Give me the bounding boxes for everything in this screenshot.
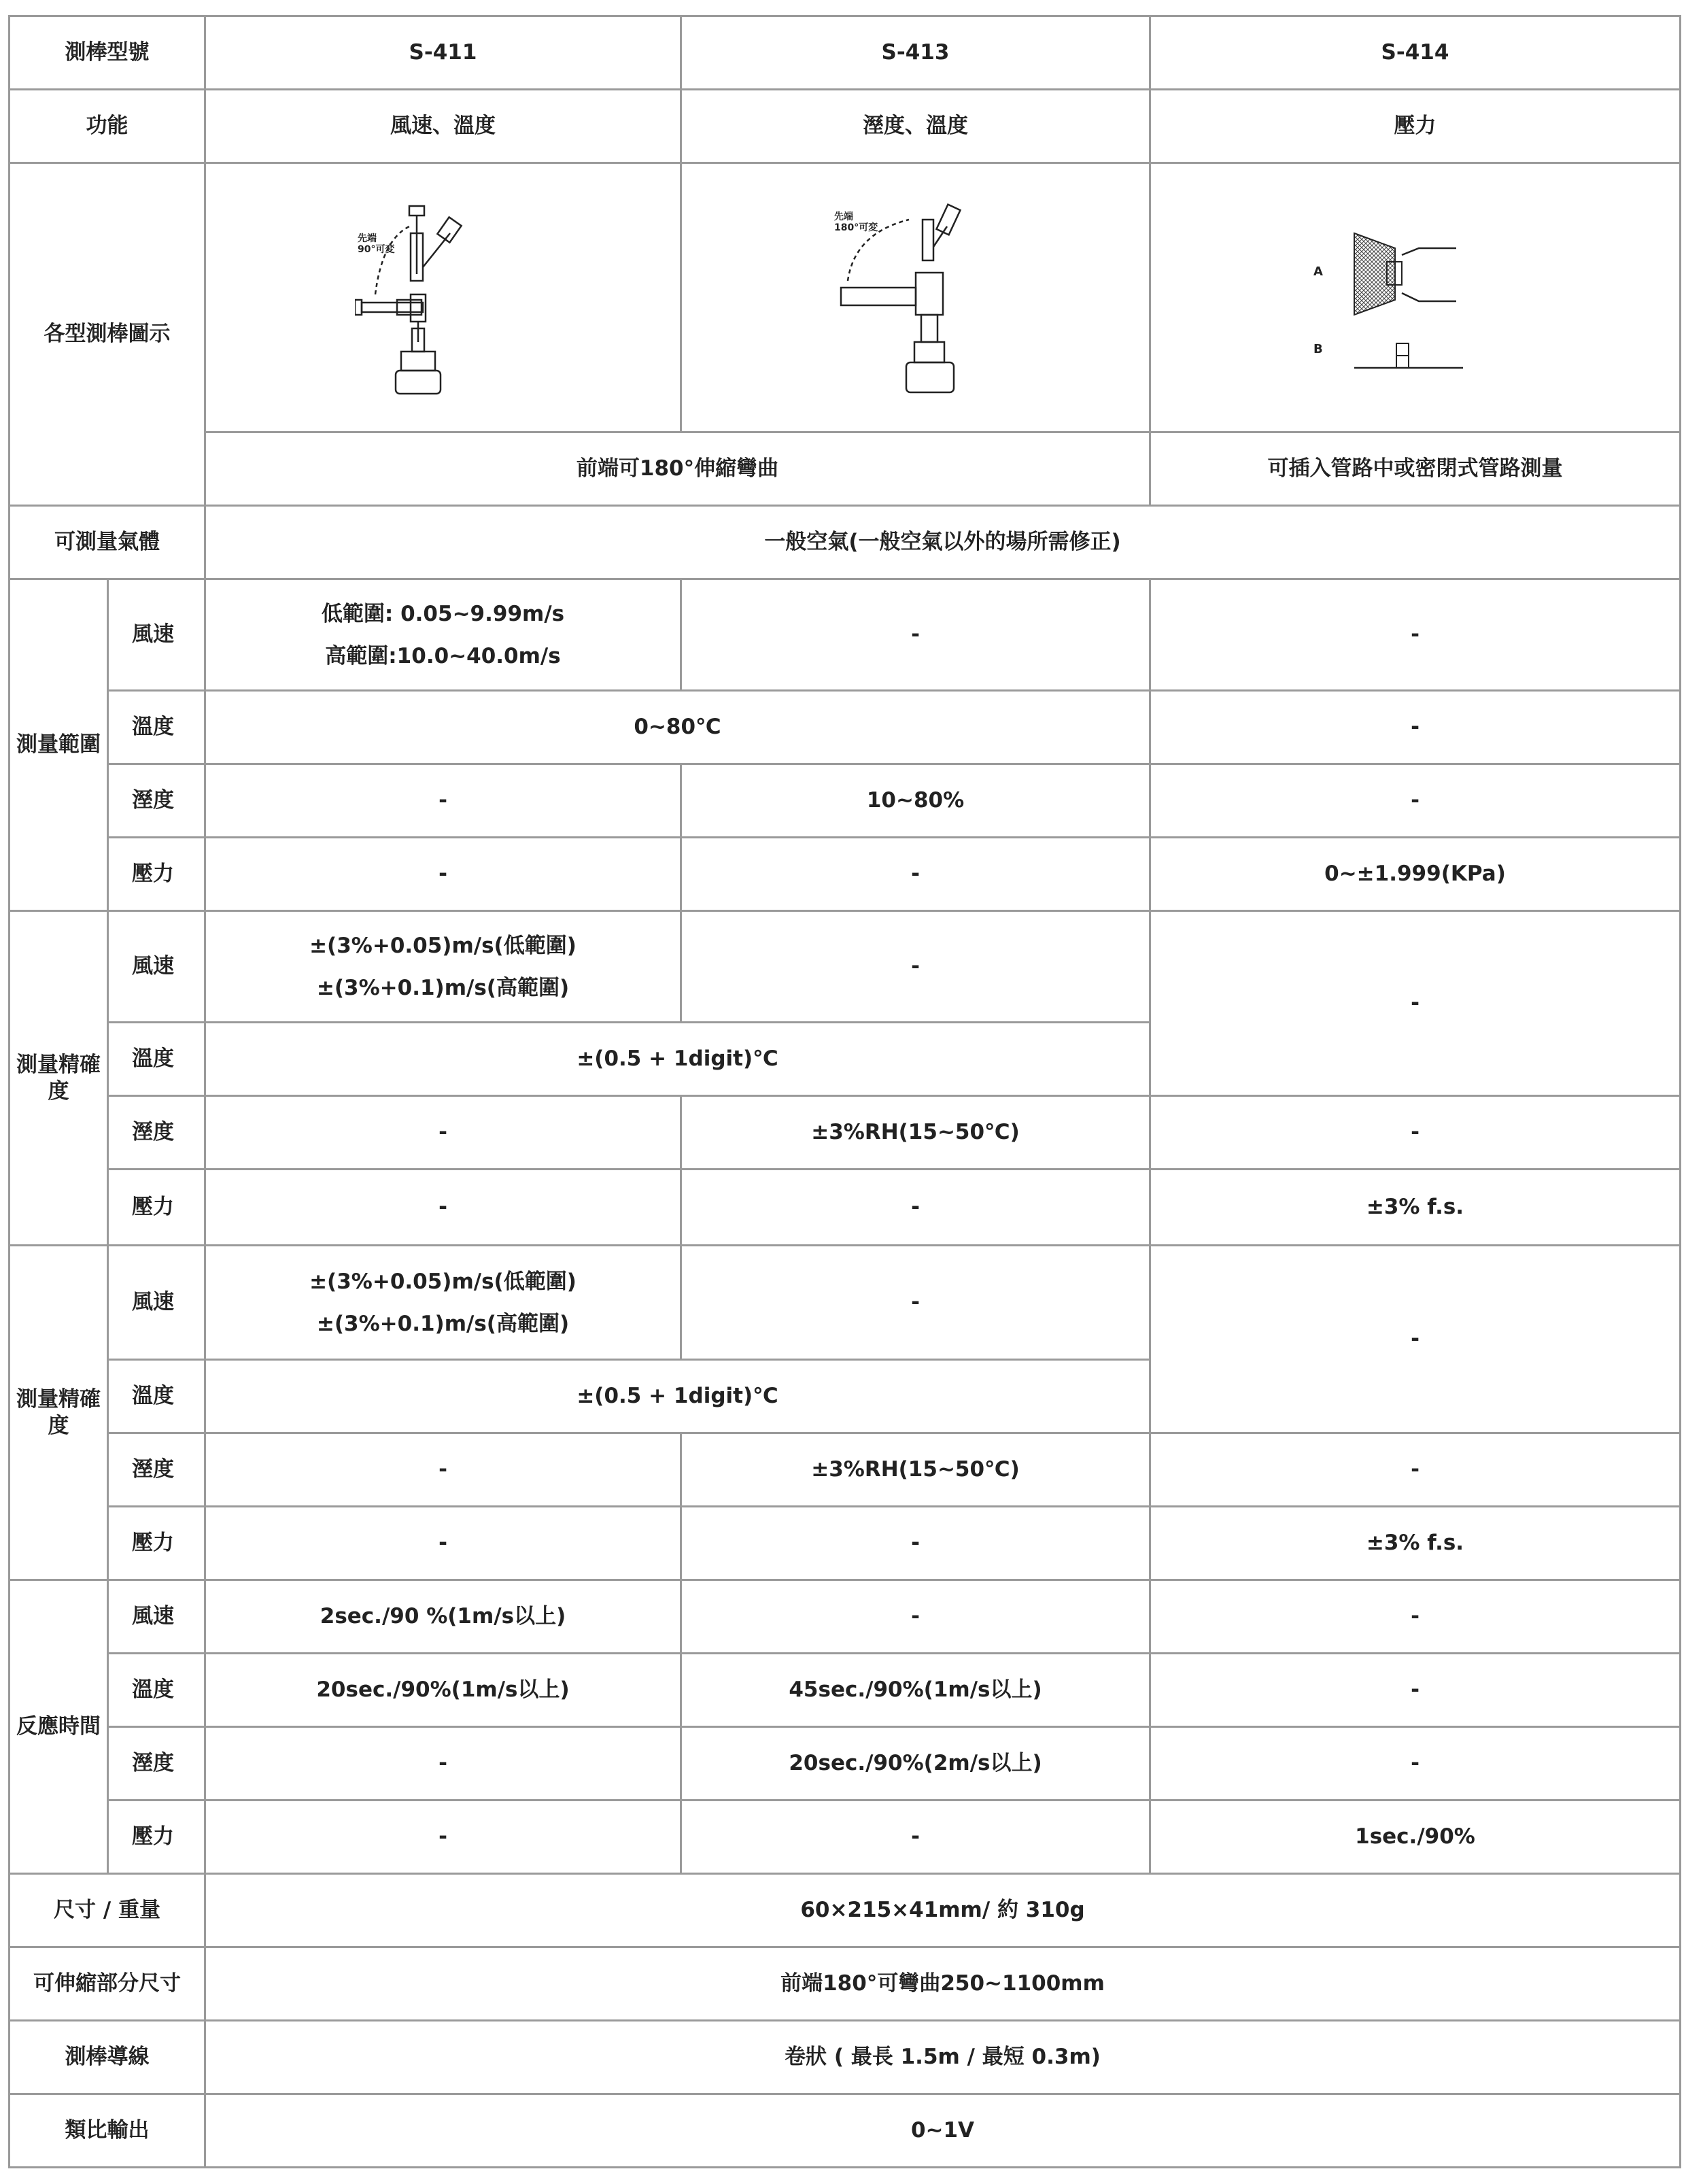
acc2-wind-s411 <box>205 1246 681 1360</box>
acc1-humidity-row <box>10 1096 1681 1170</box>
range-wind-low: 低範圍: 0.05~9.99m/s <box>321 601 565 626</box>
range-humidity-row <box>10 764 1681 838</box>
acc1-group-label: 測量精確度 <box>10 911 108 1246</box>
acc2-windtemp-s414: - <box>1150 1246 1681 1433</box>
resp-temp-s411: 20sec./90%(1m/s以上) <box>205 1654 681 1727</box>
diagram-label: 各型測棒圖示 <box>10 163 205 506</box>
diagram-s411 <box>205 163 681 432</box>
range-pressure-label: 壓力 <box>108 838 205 911</box>
resp-humidity-label: 溼度 <box>108 1727 205 1801</box>
acc2-pressure-s411: - <box>205 1507 681 1580</box>
resp-pressure-s414: 1sec./90% <box>1150 1801 1681 1874</box>
acc2-wind-low: ±(3%+0.05)m/s(低範圍) <box>309 1269 577 1294</box>
diagram-row <box>10 163 1681 432</box>
size-label: 尺寸 / 重量 <box>10 1874 205 1947</box>
range-wind-label: 風速 <box>108 579 205 691</box>
diagram-caption-row <box>10 432 1681 506</box>
range-temp-row <box>10 691 1681 764</box>
model-s414: S-414 <box>1150 16 1681 90</box>
function-s411: 風速、溫度 <box>205 90 681 163</box>
range-wind-s413: - <box>681 579 1150 691</box>
acc2-pressure-label: 壓力 <box>108 1507 205 1580</box>
acc1-humidity-s414: - <box>1150 1096 1681 1170</box>
size-row <box>10 1874 1681 1947</box>
range-humidity-s411: - <box>205 764 681 838</box>
range-pressure-s413: - <box>681 838 1150 911</box>
acc2-humidity-s414: - <box>1150 1433 1681 1507</box>
acc1-wind-low: ±(3%+0.05)m/s(低範圍) <box>309 933 577 958</box>
acc2-pressure-s413: - <box>681 1507 1150 1580</box>
function-label: 功能 <box>10 90 205 163</box>
range-wind-row <box>10 579 1681 691</box>
acc2-temp-s411-s413: ±(0.5 + 1digit)℃ <box>205 1360 1150 1433</box>
resp-temp-label: 溫度 <box>108 1654 205 1727</box>
resp-temp-s413: 45sec./90%(1m/s以上) <box>681 1654 1150 1727</box>
s413-angle-note: 先端 180°可変 <box>833 211 878 233</box>
model-s413: S-413 <box>681 16 1150 90</box>
acc1-wind-row <box>10 911 1681 1023</box>
probe-s411-illustration <box>355 192 532 396</box>
acc1-humidity-label: 溼度 <box>108 1096 205 1170</box>
acc2-pressure-row <box>10 1507 1681 1580</box>
resp-wind-s414: - <box>1150 1580 1681 1654</box>
diagram-s414 <box>1150 163 1681 432</box>
acc2-wind-high: ±(3%+0.1)m/s(高範圍) <box>316 1311 570 1336</box>
gas-label: 可測量氣體 <box>10 506 205 579</box>
acc1-pressure-s413: - <box>681 1170 1150 1246</box>
acc1-wind-s413: - <box>681 911 1150 1023</box>
resp-group-label: 反應時間 <box>10 1580 108 1874</box>
resp-wind-s411: 2sec./90 %(1m/s以上) <box>205 1580 681 1654</box>
acc1-pressure-s414: ±3% f.s. <box>1150 1170 1681 1246</box>
acc2-group-label: 測量精確度 <box>10 1246 108 1580</box>
acc1-wind-s411 <box>205 911 681 1023</box>
acc1-temp-s411-s413: ±(0.5 + 1digit)℃ <box>205 1023 1150 1096</box>
acc2-humidity-row <box>10 1433 1681 1507</box>
spec-table <box>8 15 1681 2168</box>
function-s413: 溼度、溫度 <box>681 90 1150 163</box>
acc1-pressure-s411: - <box>205 1170 681 1246</box>
caption-s411-s413: 前端可180°伸縮彎曲 <box>205 432 1150 506</box>
acc1-pressure-label: 壓力 <box>108 1170 205 1246</box>
header-label: 測棒型號 <box>10 16 205 90</box>
resp-temp-s414: - <box>1150 1654 1681 1727</box>
model-s411: S-411 <box>205 16 681 90</box>
range-pressure-row <box>10 838 1681 911</box>
acc2-pressure-s414: ±3% f.s. <box>1150 1507 1681 1580</box>
acc2-wind-label: 風速 <box>108 1246 205 1360</box>
cable-row <box>10 2021 1681 2094</box>
range-humidity-s414: - <box>1150 764 1681 838</box>
range-pressure-s414: 0~±1.999(KPa) <box>1150 838 1681 911</box>
range-humidity-s413: 10~80% <box>681 764 1150 838</box>
range-temp-label: 溫度 <box>108 691 205 764</box>
header-row <box>10 16 1681 90</box>
resp-wind-row <box>10 1580 1681 1654</box>
range-wind-s414: - <box>1150 579 1681 691</box>
resp-wind-s413: - <box>681 1580 1150 1654</box>
acc1-humidity-s413: ±3%RH(15~50℃) <box>681 1096 1150 1170</box>
acc2-humidity-s413: ±3%RH(15~50℃) <box>681 1433 1150 1507</box>
s414-label-a: A <box>1313 264 1323 279</box>
acc2-wind-s413: - <box>681 1246 1150 1360</box>
range-wind-high: 高範圍:10.0~40.0m/s <box>325 643 561 668</box>
acc1-pressure-row <box>10 1170 1681 1246</box>
extend-row <box>10 1947 1681 2021</box>
cable-value: 卷狀 ( 最長 1.5m / 最短 0.3m) <box>205 2021 1681 2094</box>
gas-row <box>10 506 1681 579</box>
resp-humidity-s414: - <box>1150 1727 1681 1801</box>
caption-s414: 可插入管路中或密閉式管路測量 <box>1150 432 1681 506</box>
s414-label-b: B <box>1313 341 1323 356</box>
analog-value: 0~1V <box>205 2094 1681 2168</box>
resp-pressure-s413: - <box>681 1801 1150 1874</box>
size-value: 60×215×41mm/ 約 310g <box>205 1874 1681 1947</box>
acc2-wind-row <box>10 1246 1681 1360</box>
range-temp-s414: - <box>1150 691 1681 764</box>
resp-pressure-label: 壓力 <box>108 1801 205 1874</box>
range-wind-s411 <box>205 579 681 691</box>
resp-pressure-row <box>10 1801 1681 1874</box>
acc2-temp-label: 溫度 <box>108 1360 205 1433</box>
resp-humidity-s413: 20sec./90%(2m/s以上) <box>681 1727 1150 1801</box>
resp-humidity-row <box>10 1727 1681 1801</box>
acc2-humidity-label: 溼度 <box>108 1433 205 1507</box>
acc1-wind-label: 風速 <box>108 911 205 1023</box>
function-s414: 壓力 <box>1150 90 1681 163</box>
range-group-label: 測量範圍 <box>10 579 108 911</box>
acc1-wind-high: ±(3%+0.1)m/s(高範圍) <box>316 975 570 1000</box>
analog-row <box>10 2094 1681 2168</box>
resp-pressure-s411: - <box>205 1801 681 1874</box>
extend-label: 可伸縮部分尺寸 <box>10 1947 205 2021</box>
resp-humidity-s411: - <box>205 1727 681 1801</box>
probe-s414-illustration <box>1307 192 1524 396</box>
acc2-humidity-s411: - <box>205 1433 681 1507</box>
cable-label: 測棒導線 <box>10 2021 205 2094</box>
extend-value: 前端180°可彎曲250~1100mm <box>205 1947 1681 2021</box>
range-temp-s411-s413: 0~80℃ <box>205 691 1150 764</box>
range-humidity-label: 溼度 <box>108 764 205 838</box>
resp-wind-label: 風速 <box>108 1580 205 1654</box>
analog-label: 類比輸出 <box>10 2094 205 2168</box>
gas-value: 一般空氣(一般空氣以外的場所需修正) <box>205 506 1681 579</box>
acc1-humidity-s411: - <box>205 1096 681 1170</box>
acc1-temp-label: 溫度 <box>108 1023 205 1096</box>
acc1-windtemp-s414: - <box>1150 911 1681 1096</box>
function-row <box>10 90 1681 163</box>
range-pressure-s411: - <box>205 838 681 911</box>
resp-temp-row <box>10 1654 1681 1727</box>
diagram-s413 <box>681 163 1150 432</box>
probe-s413-illustration <box>827 192 1004 396</box>
s411-angle-note: 先端 90°可変 <box>357 233 394 255</box>
